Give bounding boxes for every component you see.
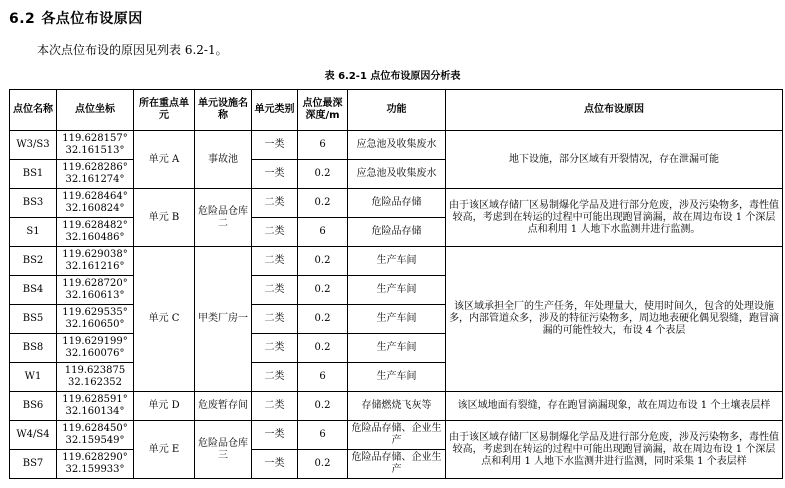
point-reason-table: [9, 89, 783, 479]
placement-reason: 该区域承担全厂的生产任务，年处理量大，使用时间久，包含的处理设施多，内部管道众多，涉及的特征污染物多，周边地表硬化偶见裂缝，跑冒滴漏的可能性较大，布设 4 个表层: [446, 247, 783, 392]
facility-name: 甲类厂房一: [195, 247, 252, 392]
section-number: 6.2: [9, 11, 36, 27]
point-depth: 6: [298, 363, 348, 392]
point-function: 应急池及收集废水: [348, 131, 446, 160]
placement-reason: 该区域地面有裂缝，存在跑冒滴漏现象，故在周边布设 1 个土壤表层样: [446, 392, 783, 421]
point-coords: 119.623875 32.162352: [57, 363, 134, 392]
unit-name: 单元 D: [134, 392, 195, 421]
point-depth: 0.2: [298, 160, 348, 189]
point-function: 生产车间: [348, 334, 446, 363]
intro-paragraph: 本次点位布设的原因见列表 6.2-1。: [37, 43, 228, 57]
point-depth: 6: [298, 421, 348, 450]
unit-category: 二类: [252, 276, 298, 305]
table-caption: 表 6.2-1 点位布设原因分析表: [324, 71, 461, 82]
point-coords: 119.628591° 32.160134°: [57, 392, 134, 421]
point-function: 危险品存储、企业生产: [348, 421, 446, 450]
point-depth: 6: [298, 131, 348, 160]
point-coords: 119.628464° 32.160824°: [57, 189, 134, 218]
point-name: BS7: [10, 450, 57, 479]
point-depth: 6: [298, 218, 348, 247]
unit-category: 一类: [252, 450, 298, 479]
placement-reason: 由于该区域存储厂区易制爆化学品及进行部分危废，涉及污染物多，毒性值较高，考虑到在转运的过程中可能出现跑冒滴漏，故在周边布设 1 个深层点和利用 1 人地下水监测井进行监测。: [446, 189, 783, 247]
unit-category: 一类: [252, 421, 298, 450]
point-function: 危险品存储: [348, 189, 446, 218]
unit-name: 单元 C: [134, 247, 195, 392]
point-name: BS1: [10, 160, 57, 189]
point-coords: 119.628290° 32.159933°: [57, 450, 134, 479]
point-depth: 0.2: [298, 392, 348, 421]
point-coords: 119.628482° 32.160486°: [57, 218, 134, 247]
point-coords: 119.629038° 32.161216°: [57, 247, 134, 276]
point-depth: 0.2: [298, 334, 348, 363]
header-coords: 点位坐标: [57, 90, 134, 131]
point-depth: 0.2: [298, 276, 348, 305]
unit-category: 二类: [252, 392, 298, 421]
point-function: 存储燃烧飞灰等: [348, 392, 446, 421]
facility-name: 危险品仓库三: [195, 421, 252, 479]
table-row: [10, 131, 783, 160]
unit-name: 单元 A: [134, 131, 195, 189]
point-function: 生产车间: [348, 247, 446, 276]
header-reason: 点位布设原因: [446, 90, 783, 131]
point-name: BS5: [10, 305, 57, 334]
header-facility: 单元设施名称: [195, 90, 252, 131]
point-depth: 0.2: [298, 189, 348, 218]
table-row: [10, 247, 783, 276]
facility-name: 危险品仓库二: [195, 189, 252, 247]
point-name: W1: [10, 363, 57, 392]
placement-reason: 地下设施，部分区域有开裂情况，存在泄漏可能: [446, 131, 783, 189]
placement-reason: 由于该区域存储厂区易制爆化学品及进行部分危废，涉及污染物多，毒性值较高，考虑到在转运的过程中可能出现跑冒滴漏，故在周边布设 1 个深层点和利用 1 人地下水监测井进行监测，同时采集 1 个表层样: [446, 421, 783, 479]
section-title: 各点位布设原因: [41, 11, 143, 27]
table-row: [10, 392, 783, 421]
unit-category: 一类: [252, 160, 298, 189]
point-depth: 0.2: [298, 450, 348, 479]
unit-category: 一类: [252, 131, 298, 160]
unit-category: 二类: [252, 218, 298, 247]
point-name: BS2: [10, 247, 57, 276]
point-coords: 119.628720° 32.160613°: [57, 276, 134, 305]
point-coords: 119.629535° 32.160650°: [57, 305, 134, 334]
point-coords: 119.628286° 32.161274°: [57, 160, 134, 189]
point-name: S1: [10, 218, 57, 247]
point-function: 危险品存储、企业生产: [348, 450, 446, 479]
unit-category: 二类: [252, 305, 298, 334]
point-coords: 119.628157° 32.161513°: [57, 131, 134, 160]
point-name: W3/S3: [10, 131, 57, 160]
table-row: [10, 189, 783, 218]
facility-name: 事故池: [195, 131, 252, 189]
point-depth: 0.2: [298, 305, 348, 334]
point-function: 危险品存储: [348, 218, 446, 247]
point-function: 生产车间: [348, 305, 446, 334]
header-function: 功能: [348, 90, 446, 131]
point-depth: 0.2: [298, 247, 348, 276]
header-depth: 点位最深深度/m: [298, 90, 348, 131]
point-coords: 119.629199° 32.160076°: [57, 334, 134, 363]
section-heading: [9, 8, 143, 28]
header-point-name: 点位名称: [10, 90, 57, 131]
point-function: 生产车间: [348, 363, 446, 392]
table-row: [10, 421, 783, 450]
facility-name: 危废暂存间: [195, 392, 252, 421]
unit-name: 单元 B: [134, 189, 195, 247]
header-category: 单元类别: [252, 90, 298, 131]
point-function: 生产车间: [348, 276, 446, 305]
point-name: BS4: [10, 276, 57, 305]
header-unit: 所在重点单元: [134, 90, 195, 131]
point-name: BS3: [10, 189, 57, 218]
point-name: BS8: [10, 334, 57, 363]
point-name: W4/S4: [10, 421, 57, 450]
unit-name: 单元 E: [134, 421, 195, 479]
unit-category: 二类: [252, 189, 298, 218]
unit-category: 二类: [252, 363, 298, 392]
table-header-row: [10, 90, 783, 131]
unit-category: 二类: [252, 247, 298, 276]
point-function: 应急池及收集废水: [348, 160, 446, 189]
point-coords: 119.628450° 32.159549°: [57, 421, 134, 450]
point-name: BS6: [10, 392, 57, 421]
unit-category: 二类: [252, 334, 298, 363]
